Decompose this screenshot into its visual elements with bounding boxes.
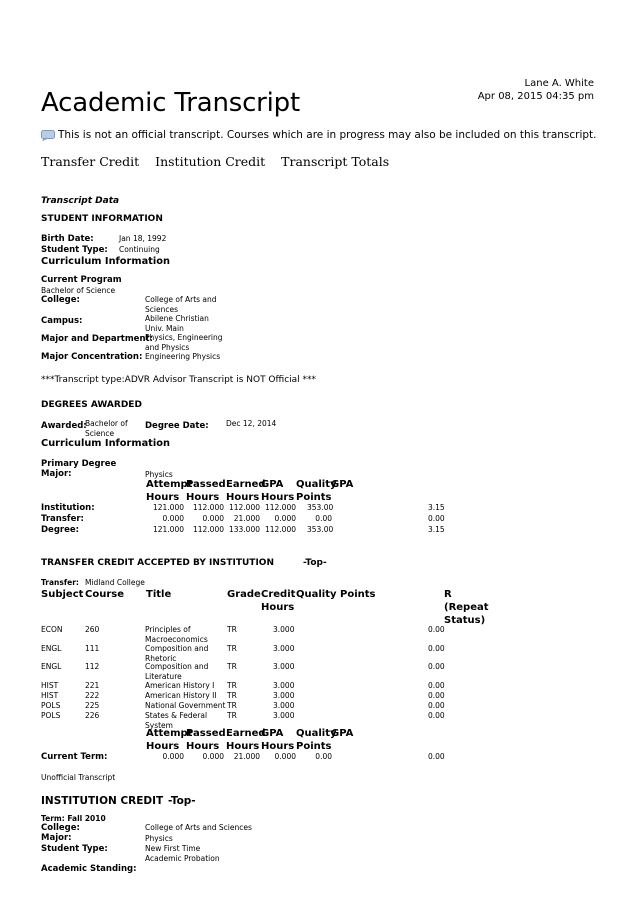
awarded-value: Bachelor of Science bbox=[85, 419, 128, 438]
report-datetime: Apr 08, 2015 04:35 pm bbox=[477, 91, 594, 102]
term-col-gpa: GPA bbox=[331, 728, 354, 739]
term-col-gpa-hours: GPA Hours bbox=[261, 728, 295, 752]
unofficial-footer: Unofficial Transcript bbox=[41, 773, 116, 782]
institution-credit-heading: INSTITUTION CREDIT bbox=[41, 795, 164, 807]
term-label: Term: Fall 2010 bbox=[41, 814, 106, 823]
birth-date-value: Jan 18, 1992 bbox=[119, 234, 167, 243]
nav-transfer-credit[interactable]: Transfer Credit bbox=[41, 154, 140, 169]
current-program-label: Current Program bbox=[41, 275, 122, 285]
major-value: Physics bbox=[145, 470, 173, 479]
transfer-from: Midland College bbox=[85, 578, 145, 587]
awarded-label: Awarded: bbox=[41, 421, 87, 431]
inst-college-label: College: bbox=[41, 823, 80, 833]
college-value: College of Arts and Sciences bbox=[145, 295, 217, 314]
col-gpa: GPA bbox=[331, 479, 354, 490]
college-label: College: bbox=[41, 295, 80, 305]
term-col-passed-hours: Passed Hours bbox=[186, 728, 226, 752]
student-info-heading: STUDENT INFORMATION bbox=[41, 214, 163, 224]
col-course: Course bbox=[85, 589, 124, 600]
col-credit-hours: Credit Hours bbox=[261, 589, 296, 613]
notice-text: This is not an official transcript. Courses which are in progress may also be included on this transcript. bbox=[58, 129, 597, 141]
student-type-value: Continuing bbox=[119, 245, 160, 254]
col-earned-hours: Earned Hours bbox=[226, 479, 266, 503]
concentration-value: Engineering Physics bbox=[145, 352, 221, 361]
term-col-earned-hours: Earned Hours bbox=[226, 728, 266, 752]
term-col-attempt-hours: Attempt Hours bbox=[146, 728, 193, 752]
degree-date-value: Dec 12, 2014 bbox=[226, 419, 277, 428]
program-value: Bachelor of Science bbox=[41, 286, 116, 295]
degree-curriculum-heading: Curriculum Information bbox=[41, 438, 170, 449]
page-title: Academic Transcript bbox=[41, 88, 300, 118]
student-type-label: Student Type: bbox=[41, 245, 108, 255]
term-col-quality-points: Quality Points bbox=[296, 728, 337, 752]
inst-major-label: Major: bbox=[41, 833, 72, 843]
section-nav bbox=[41, 154, 401, 169]
major-dept-value: Physics, Engineering and Physics bbox=[145, 333, 223, 352]
col-passed-hours: Passed Hours bbox=[186, 479, 226, 503]
concentration-label: Major Concentration: bbox=[41, 352, 143, 362]
degree-date-label: Degree Date: bbox=[145, 421, 209, 431]
campus-value: Abilene Christian Univ. Main bbox=[145, 314, 209, 333]
nav-transcript-totals[interactable]: Transcript Totals bbox=[281, 154, 390, 169]
col-quality-points: Quality Points bbox=[296, 479, 337, 503]
major-dept-label: Major and Department: bbox=[41, 334, 153, 344]
transfer-credit-heading: TRANSFER CREDIT ACCEPTED BY INSTITUTION bbox=[41, 558, 274, 568]
transcript-data-heading: Transcript Data bbox=[41, 196, 120, 206]
col-quality-points: Quality Points bbox=[296, 589, 376, 600]
academic-standing-label: Academic Standing: bbox=[41, 864, 137, 874]
info-icon bbox=[41, 130, 56, 141]
academic-standing-value: Academic Probation bbox=[145, 854, 220, 863]
degrees-heading: DEGREES AWARDED bbox=[41, 400, 142, 410]
primary-degree-label: Primary Degree bbox=[41, 459, 117, 469]
major-label: Major: bbox=[41, 469, 72, 479]
transcript-type: ***Transcript type:ADVR Advisor Transcript is NOT Official *** bbox=[41, 375, 317, 385]
inst-major-value: Physics bbox=[145, 834, 173, 843]
birth-date-label: Birth Date: bbox=[41, 234, 94, 244]
col-gpa-hours: GPA Hours bbox=[261, 479, 295, 503]
transfer-label: Transfer: bbox=[41, 578, 79, 587]
col-grade: Grade bbox=[227, 589, 261, 600]
inst-student-type-label: Student Type: bbox=[41, 844, 108, 854]
col-attempt-hours: Attempt Hours bbox=[146, 479, 193, 503]
col-subject: Subject bbox=[41, 589, 84, 600]
user-name: Lane A. White bbox=[524, 78, 594, 89]
inst-student-type-value: New First Time bbox=[145, 844, 201, 853]
notice bbox=[41, 129, 597, 141]
col-repeat-status: R (Repeat Status) bbox=[444, 589, 489, 626]
top-link[interactable]: -Top- bbox=[303, 558, 327, 568]
top-link[interactable]: -Top- bbox=[168, 795, 196, 807]
col-title: Title bbox=[146, 589, 172, 600]
campus-label: Campus: bbox=[41, 316, 83, 326]
inst-college-value: College of Arts and Sciences bbox=[145, 823, 252, 832]
nav-institution-credit[interactable]: Institution Credit bbox=[155, 154, 266, 169]
curriculum-heading: Curriculum Information bbox=[41, 256, 170, 267]
